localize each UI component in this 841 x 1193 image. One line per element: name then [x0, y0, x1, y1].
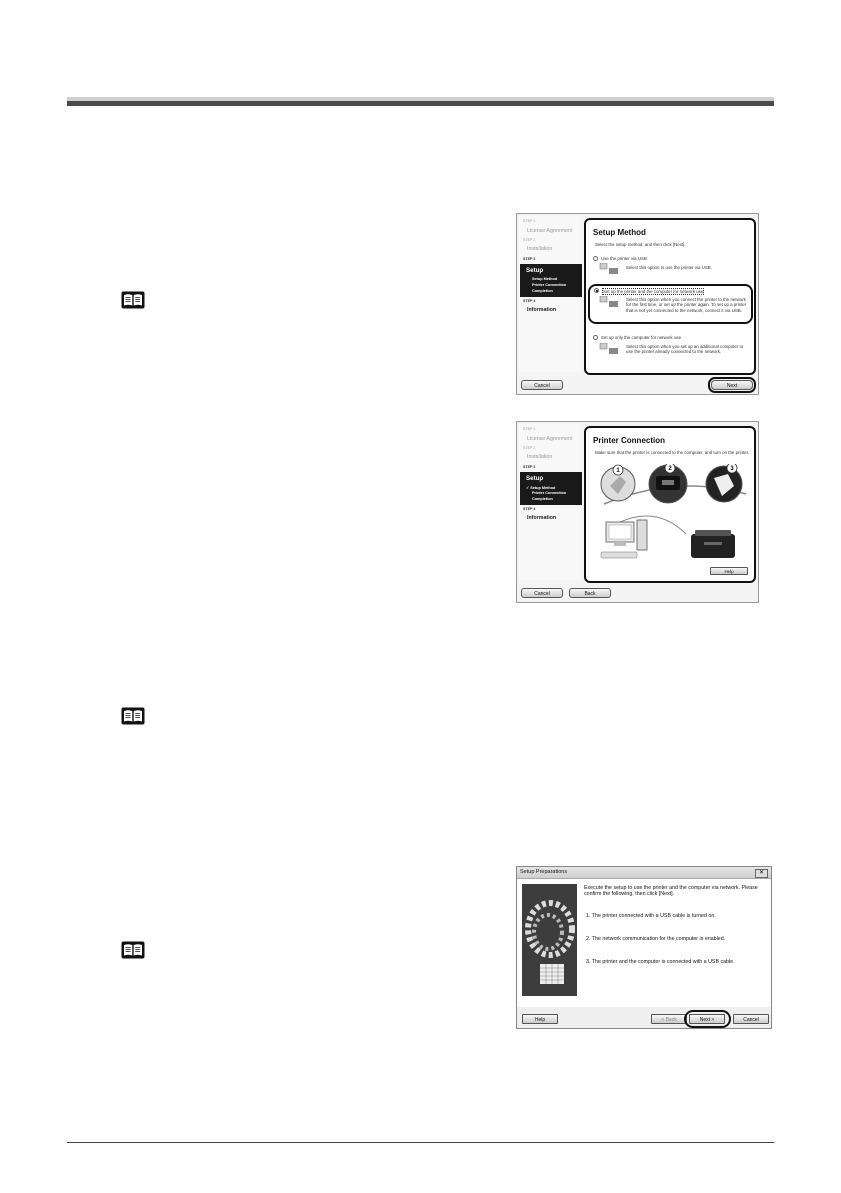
highlight-oval	[588, 284, 753, 324]
printer-connection-illustration	[596, 464, 751, 562]
back-button[interactable]: Back	[569, 588, 611, 598]
wizard-steps-sidebar	[519, 424, 581, 580]
cancel-button[interactable]: Cancel	[521, 380, 563, 390]
substep: Completion	[532, 289, 553, 293]
step-name: Information	[527, 307, 557, 313]
instruction-text: Select the setup method, and then click [Next].	[595, 242, 686, 247]
computer-printer-icon	[599, 263, 619, 275]
step-label: STEP 4	[523, 299, 536, 303]
option-desc: Select this option when you set up an additional computer to use the printer already connected to the network.	[626, 344, 744, 355]
option-label[interactable]: Set up the printer and the computer for network use	[603, 289, 704, 294]
panel-title: Printer Connection	[593, 436, 666, 445]
callout-number: 1	[616, 468, 620, 474]
checklist-item: 1. The printer connected with a USB cable is turned on.	[586, 913, 716, 919]
highlight-oval	[684, 1010, 731, 1028]
ink-cartridges-image	[522, 884, 577, 996]
option-label[interactable]: Use the printer via USB	[601, 256, 647, 261]
step-name: Information	[527, 515, 557, 521]
cancel-button[interactable]: Cancel	[733, 1014, 769, 1024]
help-button[interactable]: Help	[710, 567, 748, 575]
step-label: STEP 2	[523, 238, 536, 242]
setup-method-panel	[584, 218, 756, 375]
setup-preparations-dialog	[516, 866, 772, 1029]
usb-radio[interactable]	[593, 256, 598, 261]
current-step-block	[520, 264, 582, 297]
dialog-title: Setup Preparations	[520, 869, 568, 875]
substep: ✓ Setup Method	[526, 486, 556, 490]
header-rule	[67, 97, 774, 106]
checklist-item: 3. The printer and the computer is connected with a USB cable.	[586, 959, 735, 965]
step-name: Installation	[527, 246, 553, 252]
step-label: STEP 4	[523, 507, 536, 511]
step-label: STEP 3	[523, 465, 536, 469]
current-step-name: Setup	[526, 267, 544, 274]
help-button[interactable]: Help	[522, 1014, 558, 1024]
option-desc: Select this option to use the printer via USB.	[626, 265, 712, 270]
option-label[interactable]: Set up only the computer for network use	[601, 335, 682, 340]
book-icon	[121, 941, 145, 959]
substep: Printer Connection	[532, 491, 567, 495]
cancel-button[interactable]: Cancel	[521, 588, 563, 598]
current-step-name: Setup	[526, 475, 544, 482]
dialog-intro: Execute the setup to use the printer and the computer via network. Please confirm the following, then click [Next].	[584, 885, 758, 898]
computer-only-radio[interactable]	[593, 335, 598, 340]
callout-number: 2	[668, 466, 672, 472]
instruction-text: Make sure that the printer is connected to the computer, and turn on the printer.	[595, 450, 750, 455]
printer-connection-window	[516, 421, 759, 603]
step-name: License Agreement	[527, 436, 573, 442]
close-icon[interactable]: ✕	[755, 869, 768, 878]
printer-connection-panel	[584, 426, 756, 583]
step-label: STEP 3	[523, 257, 536, 261]
setup-method-window	[516, 213, 759, 395]
step-label: STEP 1	[523, 219, 536, 223]
checklist-item: 2. The network communication for the computer is enabled.	[586, 936, 726, 942]
dialog-body	[517, 879, 771, 1007]
option-desc: Select this option when you connect the printer to the network for the first time, or set up the printer again. To set up a printer that is not yet connected to the network, connect it via USB.	[626, 297, 747, 313]
step-label: STEP 1	[523, 427, 536, 431]
substep: Printer Connection	[532, 283, 567, 287]
dialog-title-bar	[517, 867, 771, 879]
step-name: License Agreement	[527, 228, 573, 234]
current-step-block	[520, 472, 582, 505]
next-button[interactable]: Next	[711, 380, 753, 390]
footer-rule	[67, 1142, 774, 1143]
callout-number: 3	[730, 466, 734, 472]
panel-title: Setup Method	[593, 228, 646, 237]
substep: Completion	[532, 497, 553, 501]
wizard-steps-sidebar	[519, 216, 581, 372]
step-name: Installation	[527, 454, 553, 460]
step-label: STEP 2	[523, 446, 536, 450]
substep: Setup Method	[532, 277, 558, 281]
back-button[interactable]: < Back	[651, 1014, 687, 1024]
book-icon	[121, 707, 145, 725]
book-icon	[121, 291, 145, 309]
computer-printer-icon	[599, 343, 619, 355]
next-button[interactable]: Next >	[689, 1014, 725, 1024]
